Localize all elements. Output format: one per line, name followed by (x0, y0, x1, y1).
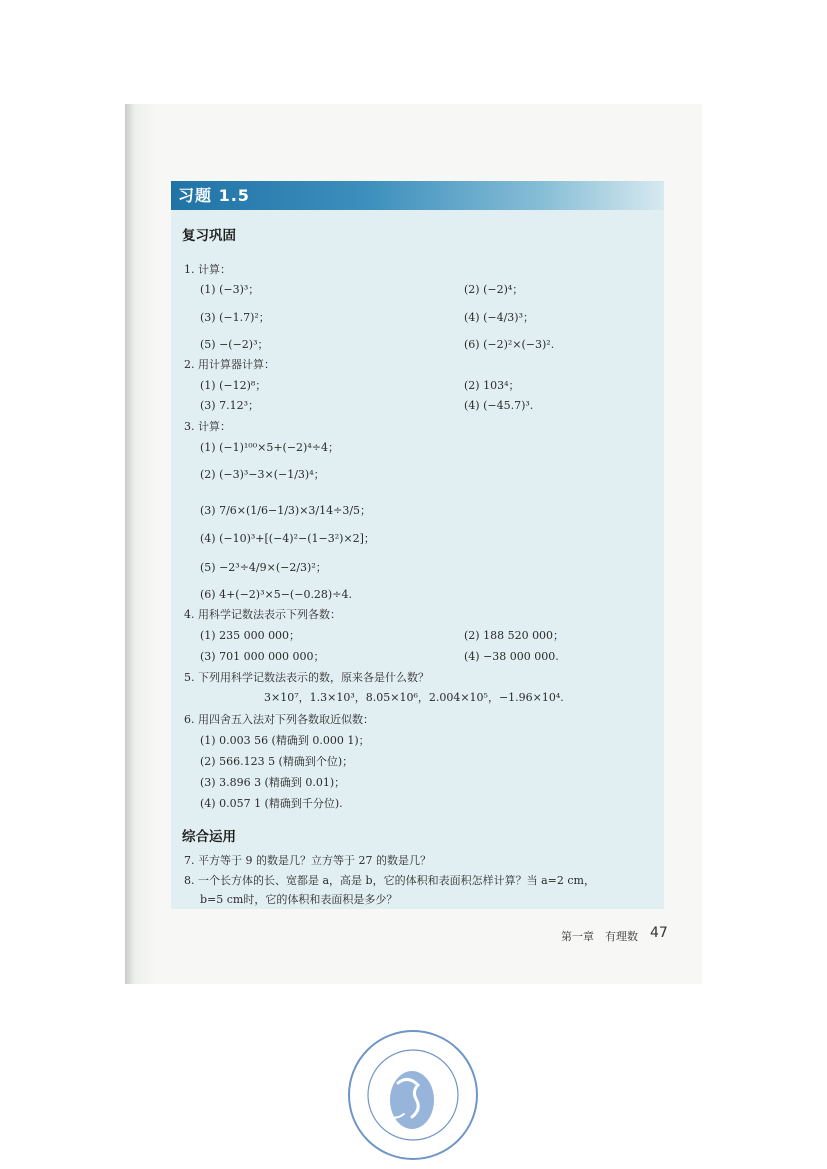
section-heading-review: 复习巩固 (182, 228, 236, 244)
exercise-2-part-2: (2) 103⁴； (464, 379, 520, 392)
exercise-4-part-3: (3) 701 000 000 000； (200, 650, 325, 663)
exercise-4-part-1: (1) 235 000 000； (200, 629, 301, 642)
exercise-2-part-1: (1) (−12)⁸； (200, 379, 267, 392)
exercise-6-prompt: 6. 用四舍五入法对下列各数取近似数： (184, 713, 374, 726)
exercise-2-prompt: 2. 用计算器计算： (184, 358, 275, 371)
exercise-3-part-5: (5) −2³÷4/9×(−2/3)²； (200, 561, 327, 574)
exercise-6-part-1: (1) 0.003 56 (精确到 0.000 1)； (200, 734, 370, 747)
exercise-2-part-3: (3) 7.12³； (200, 399, 259, 412)
exercise-8-line-2: b=5 cm时，它的体积和表面积是多少？ (200, 893, 398, 906)
watermark-seal-icon (346, 1028, 480, 1162)
exercise-4-part-2: (2) 188 520 000； (464, 629, 565, 642)
exercise-1-part-2: (2) (−2)⁴； (464, 283, 524, 296)
exercise-6-part-2: (2) 566.123 5 (精确到个位)； (200, 755, 354, 768)
exercise-5-prompt: 5. 下列用科学记数法表示的数，原来各是什么数？ (184, 671, 429, 684)
exercise-4-prompt: 4. 用科学记数法表示下列各数： (184, 608, 341, 621)
exercise-5-numbers: 3×10⁷，1.3×10³，8.05×10⁶，2.004×10⁵，−1.96×10⁴. (264, 691, 564, 704)
exercise-1-part-3: (3) (−1.7)²； (200, 311, 270, 324)
chapter-label: 第一章 有理数 (561, 930, 638, 943)
exercise-1-part-4: (4) (−4/3)³； (464, 311, 534, 324)
page-number: 47 (650, 925, 668, 941)
exercise-1-prompt: 1. 计算： (184, 263, 231, 276)
exercise-3-part-3: (3) 7/6×(1/6−1/3)×3/14÷3/5； (200, 504, 372, 517)
section-heading-apply: 综合运用 (182, 829, 236, 845)
exercise-1-part-6: (6) (−2)²×(−3)². (464, 338, 555, 351)
exercise-3-prompt: 3. 计算： (184, 420, 231, 433)
exercise-8-line-1: 8. 一个长方体的长、宽都是 a，高是 b，它的体积和表面积怎样计算？当 a=2 cm， (184, 874, 595, 887)
exercise-7: 7. 平方等于 9 的数是几？立方等于 27 的数是几？ (184, 854, 431, 867)
exercise-6-part-4: (4) 0.057 1 (精确到千分位). (200, 797, 343, 810)
exercise-3-part-1: (1) (−1)¹⁰⁰×5+(−2)⁴÷4； (200, 441, 339, 454)
exercise-3-part-4: (4) (−10)³+[(−4)²−(1−3²)×2]； (200, 532, 375, 545)
exercise-title: 习题 1.5 (178, 186, 250, 205)
exercise-1-part-1: (1) (−3)³； (200, 283, 260, 296)
exercise-3-part-2: (2) (−3)³−3×(−1/3)⁴； (200, 468, 325, 481)
exercise-2-part-4: (4) (−45.7)³. (464, 399, 534, 412)
exercise-6-part-3: (3) 3.896 3 (精确到 0.01)； (200, 776, 346, 789)
exercise-1-part-5: (5) −(−2)³； (200, 338, 269, 351)
exercise-4-part-4: (4) −38 000 000. (464, 650, 559, 663)
exercise-3-part-6: (6) 4+(−2)³×5−(−0.28)÷4. (200, 588, 352, 601)
